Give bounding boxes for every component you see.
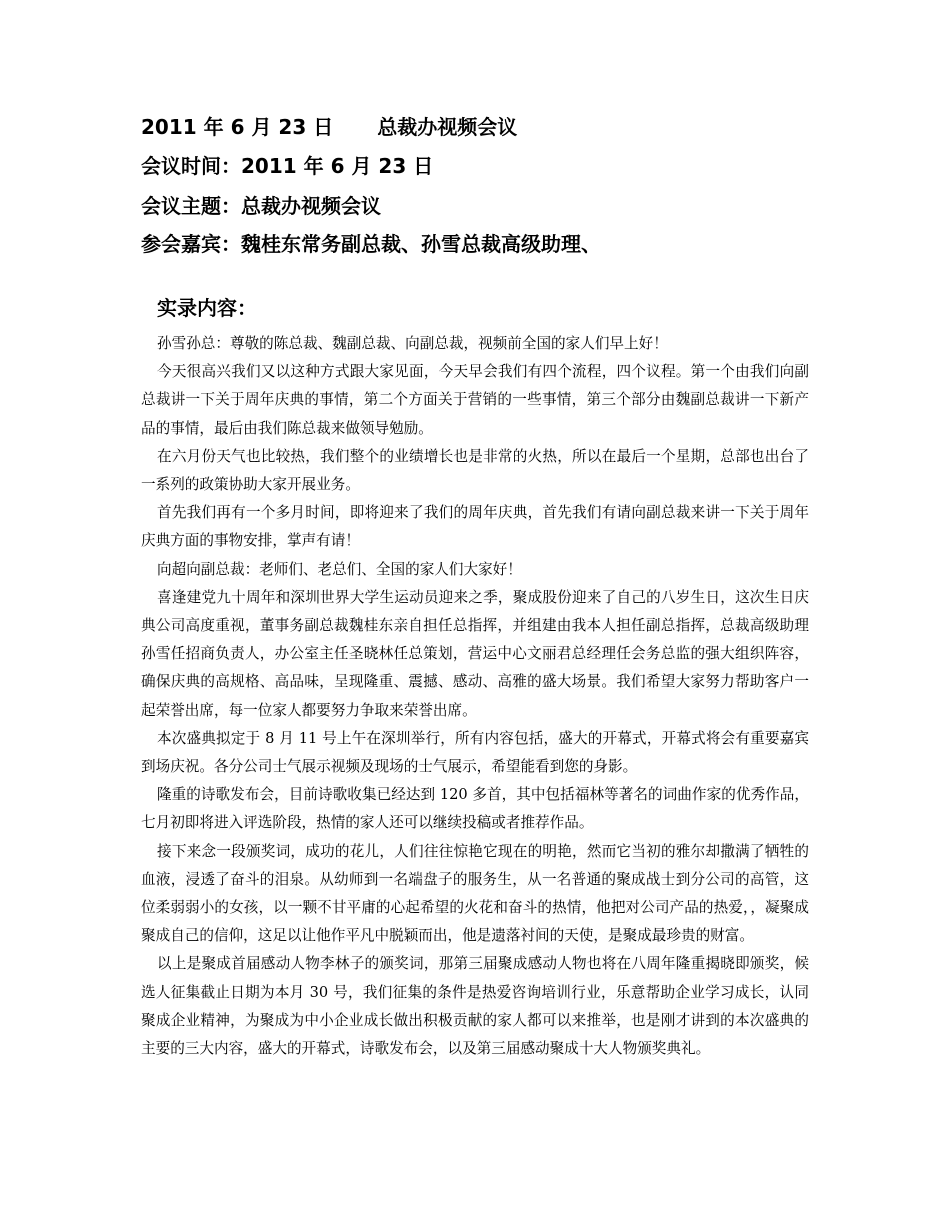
meeting-date-title-line	[141, 113, 517, 141]
paragraph: 本次盛典拟定于 8 月 11 号上午在深圳举行，所有内容包括，盛大的开幕式，开幕式将会有重要嘉宾到场庆祝。各分公司士气展示视频及现场的士气展示，希望能看到您的身影。	[141, 729, 809, 776]
paragraph: 首先我们再有一个多月时间，即将迎来了我们的周年庆典，首先我们有请向副总裁来讲一下关于周年庆典方面的事物安排，掌声有请！	[141, 504, 809, 550]
paragraph: 以上是聚成首届感动人物李林子的颁奖词，那第三届聚成感动人物也将在八周年隆重揭晓即颁奖，候选人征集截止日期为本月 30 号，我们征集的条件是热爱咨询培训行业，乐意帮助企业学习成长，认同聚成企业精神，为聚成为中小企业成长做出积极贡献的家人都可以来推举，也是刚才讲到的本次盛典的主要的三大内容，盛大的开幕式，诗歌发布会，以及第三届感动聚成十大人物颁奖典礼。	[141, 955, 809, 1058]
paragraph: 隆重的诗歌发布会，目前诗歌收集已经达到 120 多首，其中包括福林等著名的词曲作家的优秀作品，七月初即将进入评选阶段，热情的家人还可以继续投稿或者推荐作品。	[141, 786, 809, 832]
paragraph: 今天很高兴我们又以这种方式跟大家见面，今天早会我们有四个流程，四个议程。第一个由我们向副总裁讲一下关于周年庆典的事情，第二个方面关于营销的一些事情，第三个部分由魏副总裁讲一下新产品的事情，最后由我们陈总裁来做领导勉励。	[141, 363, 809, 437]
paragraph: 向超向副总裁：老师们、老总们、全国的家人们大家好！	[157, 560, 522, 578]
meeting-guests-line: 参会嘉宾：魏桂东常务副总裁、孙雪总裁高级助理、	[141, 232, 601, 256]
paragraph: 孙雪孙总：尊敬的陈总裁、魏副总裁、向副总裁，视频前全国的家人们早上好！	[157, 335, 668, 352]
meeting-title: 总裁办视频会议	[377, 115, 518, 139]
meeting-time-line: 会议时间：2011 年 6 月 23 日	[141, 154, 434, 178]
paragraph: 喜逢建党九十周年和深圳世界大学生运动员迎来之季，聚成股份迎来了自己的八岁生日，这次生日庆典公司高度重视，董事务副总裁魏桂东亲自担任总指挥，并组建由我本人担任副总指挥，总裁高级助理孙雪任招商负责人，办公室主任圣晓林任总策划，营运中心文丽君总经理任会务总监的强大组织阵容，确保庆典的高规格、高品味，呈现隆重、震撼、感动、高雅的盛大场景。我们希望大家努力帮助客户一起荣誉出席，每一位家人都要努力争取来荣誉出席。	[141, 588, 809, 719]
meeting-date: 2011 年 6 月 23 日	[141, 115, 334, 139]
record-heading: 实录内容：	[157, 296, 257, 320]
paragraph: 接下来念一段颁奖词，成功的花儿，人们往往惊艳它现在的明艳，然而它当初的雅尔却撒满了牺牲的血液，浸透了奋斗的泪泉。从幼师到一名端盘子的服务生，从一名普通的聚成战士到分公司的高管，这位柔弱弱小的女孩，以一颗不甘平庸的心起希望的火花和奋斗的热情，他把对公司产品的热爱，，凝聚成聚成自己的信仰，这足以让他作平凡中脱颖而出，他是遗落衬间的天使，是聚成最珍贵的财富。	[141, 842, 809, 945]
meeting-topic-line: 会议主题：总裁办视频会议	[141, 194, 381, 218]
record-body	[141, 330, 809, 1063]
paragraph: 在六月份天气也比较热，我们整个的业绩增长也是非常的火热，所以在最后一个星期，总部也出台了一系列的政策协助大家开展业务。	[141, 447, 809, 494]
